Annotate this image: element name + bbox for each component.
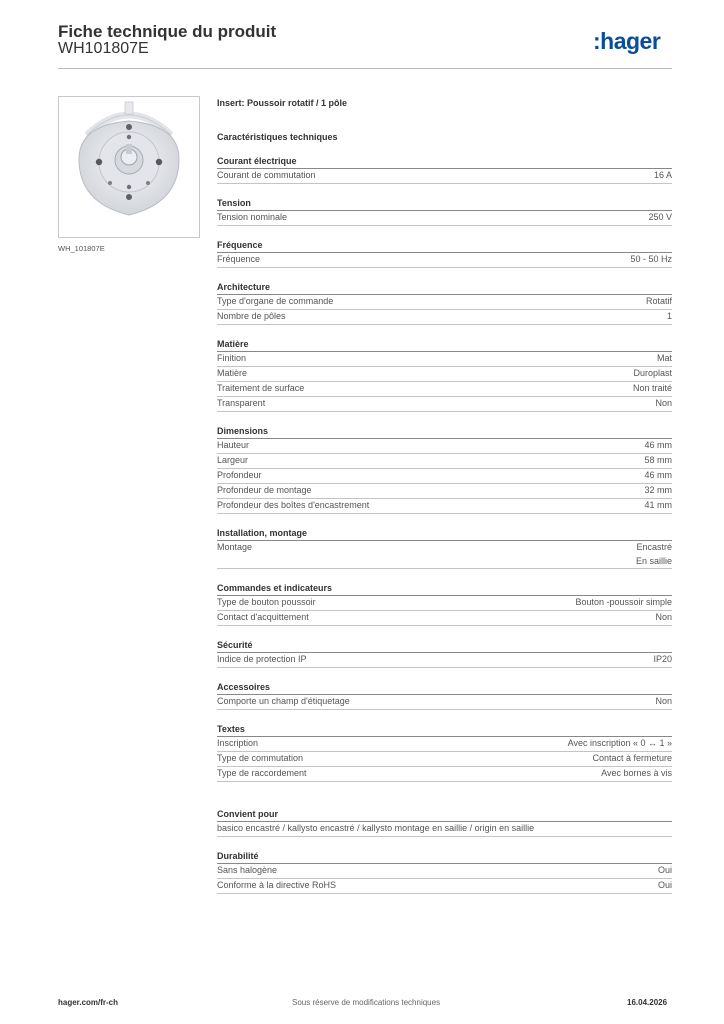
spec-label: Profondeur de montage — [217, 485, 312, 495]
spec-value — [655, 695, 672, 709]
footer-date: 16.04.2026 — [627, 998, 668, 1007]
spec-section — [217, 527, 672, 569]
spec-label: Matière — [217, 368, 248, 378]
spec-row — [217, 469, 672, 484]
spec-row — [217, 367, 672, 382]
spec-value-line: 32 mm — [644, 485, 672, 495]
spec-value — [657, 352, 672, 366]
spec-row — [217, 864, 672, 879]
section-title: Accessoires — [217, 681, 672, 695]
spec-sections — [217, 155, 672, 894]
spec-section — [217, 425, 672, 514]
section-title: Architecture — [217, 281, 672, 295]
spec-label: Transparent — [217, 398, 266, 408]
spec-value-line: Rotatif — [645, 296, 672, 306]
spec-label: Montage — [217, 542, 253, 552]
spec-value — [633, 367, 672, 381]
spec-value-line: Encastré — [636, 542, 672, 552]
spec-row — [217, 439, 672, 454]
spec-value-line: Oui — [657, 880, 672, 890]
spec-label: Type de bouton poussoir — [217, 597, 316, 607]
spec-value — [655, 397, 672, 411]
spec-value-line: Mat — [656, 353, 672, 363]
spec-section — [217, 239, 672, 268]
spec-row — [217, 253, 672, 268]
spec-label: Traitement de surface — [217, 383, 305, 393]
rotary-switch-insert-image — [59, 97, 199, 237]
spec-section — [217, 281, 672, 325]
spec-row — [217, 879, 672, 894]
technical-characteristics-title: Caractéristiques techniques — [217, 132, 338, 142]
spec-row — [217, 767, 672, 782]
spec-section — [217, 681, 672, 710]
section-title: Sécurité — [217, 639, 672, 653]
spec-value — [644, 484, 672, 498]
spec-section — [217, 808, 672, 837]
spec-value-line: 16 A — [653, 170, 672, 180]
spec-value-line: Oui — [657, 865, 672, 875]
section-title: Matière — [217, 338, 672, 352]
spec-label: Profondeur — [217, 470, 262, 480]
spec-row — [217, 611, 672, 626]
section-title: Convient pour — [217, 808, 672, 822]
spec-value — [646, 295, 672, 309]
spec-section — [217, 582, 672, 626]
section-title: Tension — [217, 197, 672, 211]
spec-label: Sans halogène — [217, 865, 278, 875]
spec-value — [644, 469, 672, 483]
spec-label: Type d'organe de commande — [217, 296, 334, 306]
spec-value — [630, 253, 672, 267]
spec-label: Fréquence — [217, 254, 261, 264]
spec-value — [654, 169, 672, 183]
spec-value-line: Non traité — [632, 383, 672, 393]
spec-section — [217, 338, 672, 412]
spec-value-line: Non — [655, 696, 672, 706]
spec-value-line: En saillie — [635, 555, 672, 566]
spec-value — [648, 211, 672, 225]
spec-value-line: 46 mm — [644, 470, 672, 480]
spec-row — [217, 169, 672, 184]
spec-value — [601, 767, 672, 781]
spec-value-line: 46 mm — [644, 440, 672, 450]
spec-label: Hauteur — [217, 440, 250, 450]
spec-label: Type de commutation — [217, 753, 304, 763]
product-reference: WH101807E — [58, 40, 149, 57]
footer-notice: Sous réserve de modifications techniques — [292, 998, 441, 1007]
spec-label: Largeur — [217, 455, 249, 465]
spec-label: Type de raccordement — [217, 768, 307, 778]
spec-value — [633, 382, 672, 396]
spec-section — [217, 197, 672, 226]
spec-section — [217, 723, 672, 782]
logo-text: hager — [600, 28, 661, 54]
spec-label: Conforme à la directive RoHS — [217, 880, 337, 890]
spec-label: Comporte un champ d'étiquetage — [217, 696, 350, 706]
spec-value-line: IP20 — [653, 654, 672, 664]
logo-prefix: : — [593, 28, 601, 54]
spec-row — [217, 695, 672, 710]
spec-row — [217, 752, 672, 767]
spec-row — [217, 822, 672, 837]
spec-label: Finition — [217, 353, 247, 363]
spec-row — [217, 653, 672, 668]
spec-value — [658, 864, 672, 878]
spec-row — [217, 211, 672, 226]
image-caption: WH_101807E — [58, 244, 105, 253]
spec-row — [217, 541, 672, 569]
spec-label: Indice de protection IP — [217, 654, 307, 664]
spec-section — [217, 639, 672, 668]
spec-value — [667, 310, 672, 324]
spec-label: Inscription — [217, 738, 259, 748]
section-title: Dimensions — [217, 425, 672, 439]
spec-value — [644, 439, 672, 453]
spec-value-line: Non — [655, 612, 672, 622]
spec-section — [217, 850, 672, 894]
spec-value-line: 50 - 50 Hz — [630, 254, 672, 264]
spec-row — [217, 352, 672, 367]
spec-value — [568, 737, 672, 751]
header-divider — [58, 68, 672, 69]
spec-section — [217, 155, 672, 184]
page-title: Fiche technique du produit — [58, 22, 277, 41]
spec-value-line: Contact à fermeture — [592, 753, 672, 763]
spec-value-line: Duroplast — [633, 368, 672, 378]
insert-title: Insert: Poussoir rotatif / 1 pôle — [217, 98, 348, 108]
spec-label: Contact d'acquittement — [217, 612, 309, 622]
spec-value — [653, 653, 672, 667]
spec-row — [217, 737, 672, 752]
spec-value — [644, 454, 672, 468]
spec-value — [575, 596, 672, 610]
spec-value — [636, 541, 672, 568]
spec-row — [217, 454, 672, 469]
spec-value — [644, 499, 672, 513]
spec-value-line: Non — [655, 398, 672, 408]
brand-logo — [593, 28, 660, 55]
spec-row — [217, 499, 672, 514]
section-title: Courant électrique — [217, 155, 672, 169]
spec-value-line: Avec inscription « 0 ↔ 1 » — [567, 738, 672, 748]
spec-value-line: 41 mm — [644, 500, 672, 510]
spec-label: basico encastré / kallysto encastré / kallysto montage en saillie / origin en saillie — [217, 823, 535, 833]
spec-label: Tension nominale — [217, 212, 288, 222]
spec-label: Courant de commutation — [217, 170, 316, 180]
spec-label: Profondeur des boîtes d'encastrement — [217, 500, 370, 510]
spec-value-line: 250 V — [648, 212, 672, 222]
section-title: Fréquence — [217, 239, 672, 253]
spec-value — [592, 752, 672, 766]
spec-value-line: 58 mm — [644, 455, 672, 465]
spec-row — [217, 295, 672, 310]
spec-row — [217, 484, 672, 499]
section-title: Textes — [217, 723, 672, 737]
section-title: Durabilité — [217, 850, 672, 864]
spec-row — [217, 382, 672, 397]
product-image — [58, 96, 200, 238]
spec-value — [655, 611, 672, 625]
spec-value-line: Avec bornes à vis — [601, 768, 672, 778]
spec-row — [217, 596, 672, 611]
spec-label: Nombre de pôles — [217, 311, 286, 321]
section-title: Commandes et indicateurs — [217, 582, 672, 596]
technical-specs — [217, 96, 672, 894]
spec-value-line: Bouton -poussoir simple — [575, 597, 672, 607]
footer-website: hager.com/fr-ch — [58, 998, 119, 1007]
section-title: Installation, montage — [217, 527, 672, 541]
spec-value — [658, 879, 672, 893]
spec-value-line: 1 — [666, 311, 672, 321]
spec-row — [217, 397, 672, 412]
spec-row — [217, 310, 672, 325]
